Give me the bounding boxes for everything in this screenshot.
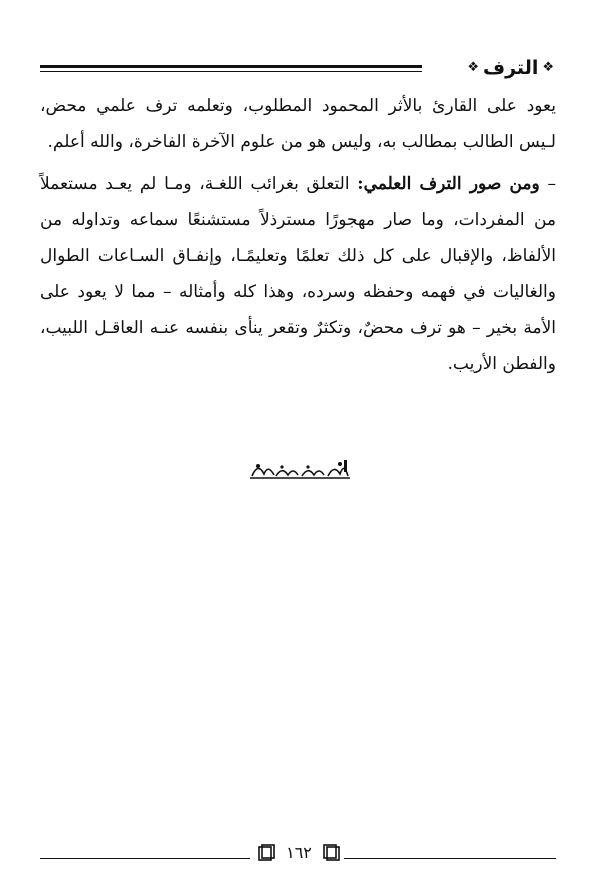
page-footer	[40, 842, 556, 866]
header-title: الترف	[483, 57, 539, 79]
paragraph-1	[40, 88, 556, 160]
header-rule	[40, 65, 422, 68]
paragraph-2	[40, 166, 556, 382]
page-frame-right-icon	[322, 844, 340, 862]
paragraph-1-text: يعود على القارئ بالأثر المحمود المطلوب، وتعلمه ترف علمي محض، لـيس الطالب بمطالب به، وليس هو من علوم الآخرة الفاخرة، والله أعلم.	[40, 96, 556, 152]
section-separator-ornament-icon	[248, 458, 352, 480]
running-header	[40, 56, 554, 80]
header-rule-thin	[40, 71, 422, 72]
paragraph-2-heading: ومن صور الترف العلمي:	[357, 174, 540, 194]
page-number: ١٦٢	[286, 843, 312, 862]
header-ornament-left-icon: ❖	[467, 60, 480, 75]
page-frame-left-icon	[258, 844, 276, 862]
paragraph-2-text: التعلق بغرائب اللغـة، ومـا لم يعـد مستعملاً من المفردات، وما صار مهجورًا مسترذلاً مستشنعًا سماعه وتداوله من الألفاظ، والإقبال على كل ذلك تعلمًا وتعليمًـا، وإنفـاق السـاعات الطوال والغاليات في فهمه وحفظه وسرده، وهذا كله وأمثاله – مما لا يعود على الأمة بخير – هو ترف محضٌ، وتكثرٌ وتقعر ينأى بنفسه عنـه العاقـل اللبيب، والفطن الأريب.	[40, 174, 556, 374]
footer-rule-right	[344, 858, 556, 859]
body-text	[40, 88, 556, 382]
footer-rule-left	[40, 858, 250, 859]
header-ornament-right-icon: ❖	[542, 60, 554, 75]
header-title-group	[467, 56, 554, 80]
paragraph-2-dash: –	[539, 174, 556, 194]
